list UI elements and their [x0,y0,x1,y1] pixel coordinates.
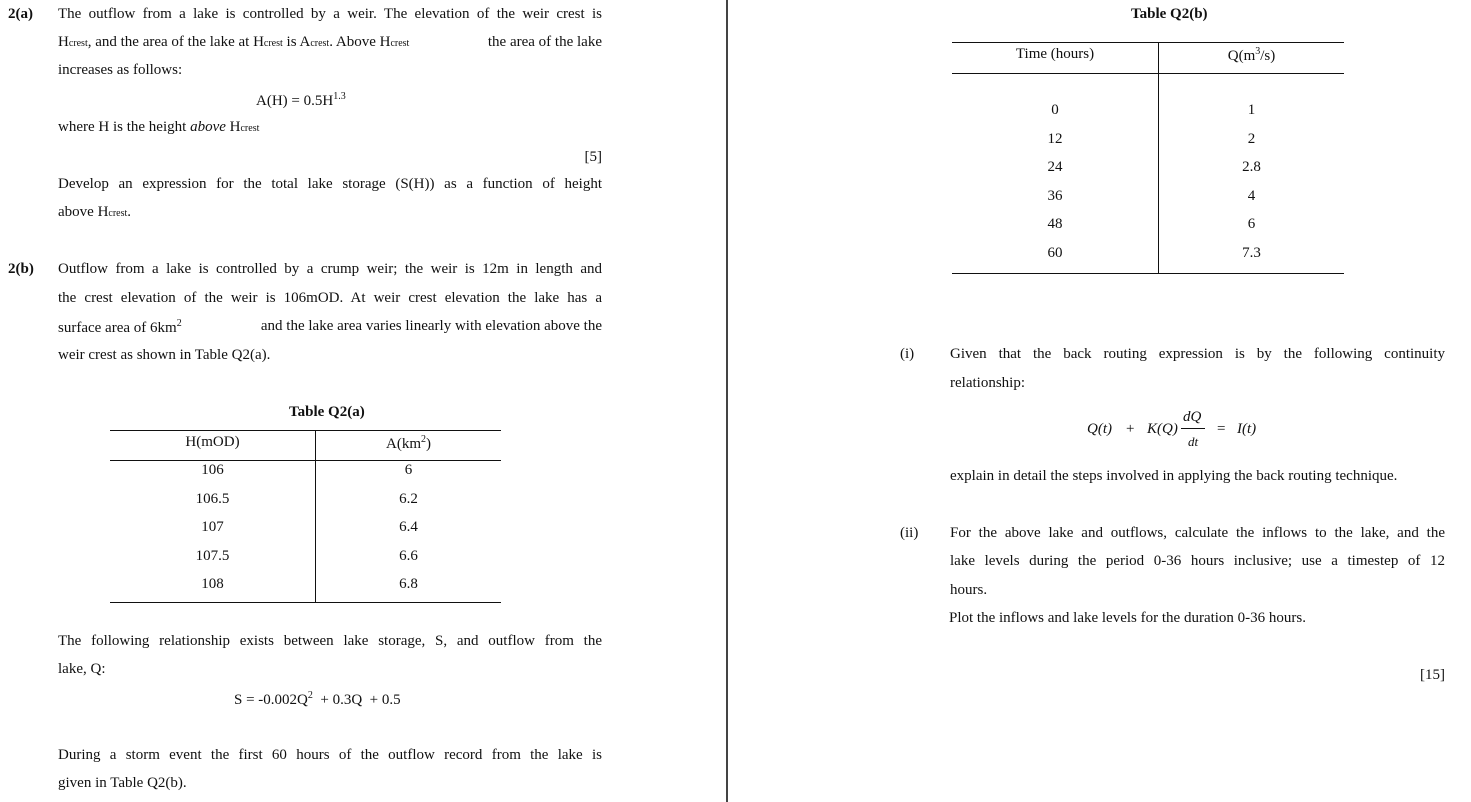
continuity-eq-i: I(t) [1237,421,1257,437]
crest-subscript: crest [390,38,410,49]
q2a-line-2-is: is A [282,34,311,50]
table-q2b-header-rule [952,73,1344,74]
question-2a-label: 2(a) [8,6,33,22]
table-q2b-cell-q: 6 [1247,216,1256,233]
part-i-line-2: relationship: [950,375,1025,391]
storage-eq-b: + 0.3Q + 0.5 [312,692,401,708]
table-q2a-title: Table Q2(a) [289,404,365,420]
q2a-line-3: increases as follows: [58,62,183,78]
table-q2a-cell-a: 6.2 [399,490,418,507]
table-q2a-cell-h: 106.5 [195,490,230,507]
table-q2a-cell-a: 6 [404,462,413,478]
continuity-eq-fraction-bar [1181,428,1205,429]
header-q-text: Q(m [1227,48,1256,64]
table-q2a-header-h: H(mOD) [185,434,240,450]
q2a-line-1: The outflow from a lake is controlled by a weir. The elevation of the weir crest is [58,6,602,22]
table-q2a-bottom-rule [110,602,501,603]
table-q2b-cell-time: 24 [1047,159,1063,176]
continuity-eq-q: Q(t) [1087,421,1112,437]
table-q2b-cell-q: 7.3 [1242,245,1261,261]
q2a-line-2-start [58,34,409,51]
relationship-line-1: The following relationship exists between lake storage, S, and outflow from the [58,633,602,649]
part-i-line-1: Given that the back routing expression is by the following continuity [950,346,1445,362]
q2a-line-2-end: the area of the lake [487,34,602,50]
table-q2a-cell-a: 6.6 [399,547,418,564]
table-q2a-top-rule [110,430,501,431]
table-q2b-cell-time: 60 [1047,245,1063,261]
storm-line-2: given in Table Q2(b). [58,775,187,791]
q2a-develop-line-2 [58,204,131,221]
table-q2b-cell-q: 4 [1247,187,1256,204]
continuity-eq-plus: + [1126,421,1135,437]
q2a-where-line [58,119,259,136]
area-equation-base: A(H) = 0.5H [256,93,334,109]
q2b-line-3-end: and the lake area varies linearly with elevation above the [260,318,602,334]
table-q2b-cell-q: 1 [1247,102,1256,118]
table-q2a-cell-a: 6.8 [399,576,418,592]
q2b-line-1: Outflow from a lake is controlled by a crump weir; the weir is 12m in length and [58,261,602,277]
table-q2a-cell-h: 106 [201,462,224,478]
where-text: where H is the height [58,119,191,135]
storage-eq-a: S = -0.002Q [234,692,308,708]
where-above: above [190,119,226,135]
crest-subscript: crest [263,38,283,49]
header-a-close: ) [426,436,431,452]
part-ii-line-4: Plot the inflows and lake levels for the duration 0-36 hours. [949,610,1307,626]
crest-subscript: crest [310,38,330,49]
part-i-line-3: explain in detail the steps involved in applying the back routing technique. [950,468,1398,484]
area-equation [256,91,346,110]
storm-line-1: During a storm event the first 60 hours of the outflow record from the lake is [58,747,602,763]
table-q2a-cell-h: 107.5 [195,547,230,564]
table-q2a-header-rule [110,460,501,461]
km-squared: 2 [176,318,182,329]
continuity-eq-numerator: dQ [1183,409,1202,425]
where-h: H [225,119,241,135]
part-i-label: (i) [900,346,915,362]
q2b-line-3 [58,318,602,337]
develop-period: . [127,204,132,220]
q2a-marks: [5] [584,149,602,165]
table-q2a-cell-h: 107 [201,519,224,535]
page-divider [726,0,728,802]
crest-subscript: crest [68,38,88,49]
q2a-line-2-above: . Above H [329,34,391,50]
continuity-eq-equals: = [1217,421,1226,437]
part-ii-marks: [15] [1420,667,1445,683]
part-ii-line-2: lake levels during the period 0-36 hours inclusive; use a timestep of 12 [950,553,1445,569]
part-ii-line-1: For the above lake and outflows, calculate the inflows to the lake, and the [950,525,1445,541]
continuity-eq-denominator: dt [1188,434,1199,449]
table-q2b-cell-time: 0 [1051,102,1059,118]
table-q2a-cell-h: 108 [201,576,224,592]
q2b-line-3-start [58,318,182,337]
table-q2b-cell-time: 12 [1047,130,1063,147]
continuity-eq-k: K(Q) [1147,421,1178,437]
q2a-line-2-mid: , and the area of the lake at H [87,34,264,50]
table-q2b-header-q [1159,46,1344,65]
part-ii-line-3: hours. [950,582,988,598]
table-q2b-cell-q: 2.8 [1242,159,1261,176]
table-q2b-column-divider [1158,42,1159,273]
table-q2b-title: Table Q2(b) [1131,6,1208,22]
header-a-text: A(km [386,436,421,452]
q2b-line-2: the crest elevation of the weir is 106mOD. At weir crest elevation the lake has a [58,290,602,306]
header-q-sup: 3 [1255,46,1261,57]
table-q2a-cell-a: 6.4 [399,519,418,535]
area-equation-exponent: 1.3 [333,91,346,102]
h-symbol: H [58,34,69,50]
surface-area-text: surface area of 6km [58,320,177,336]
develop-above: above H [58,204,109,220]
table-q2b-cell-q: 2 [1247,130,1256,147]
relationship-line-2: lake, Q: [58,661,106,677]
part-ii-label: (ii) [900,525,919,541]
crest-subscript: crest [108,208,128,219]
q2b-line-4: weir crest as shown in Table Q2(a). [58,347,271,363]
header-a-sup: 2 [421,434,426,445]
table-q2b-bottom-rule [952,273,1344,274]
question-2b-label: 2(b) [8,261,34,277]
table-q2b-cell-time: 48 [1047,216,1063,233]
q2a-develop-line-1: Develop an expression for the total lake storage (S(H)) as a function of height [58,176,602,192]
table-q2a-header-a [316,434,501,453]
storage-eq-sup: 2 [307,690,313,701]
table-q2b-cell-time: 36 [1047,187,1063,204]
storage-equation [234,690,401,709]
table-q2b-top-rule [952,42,1344,43]
header-q-close: /s) [1260,48,1276,64]
crest-subscript: crest [240,123,260,134]
table-q2b-header-time: Time (hours) [1015,46,1095,62]
